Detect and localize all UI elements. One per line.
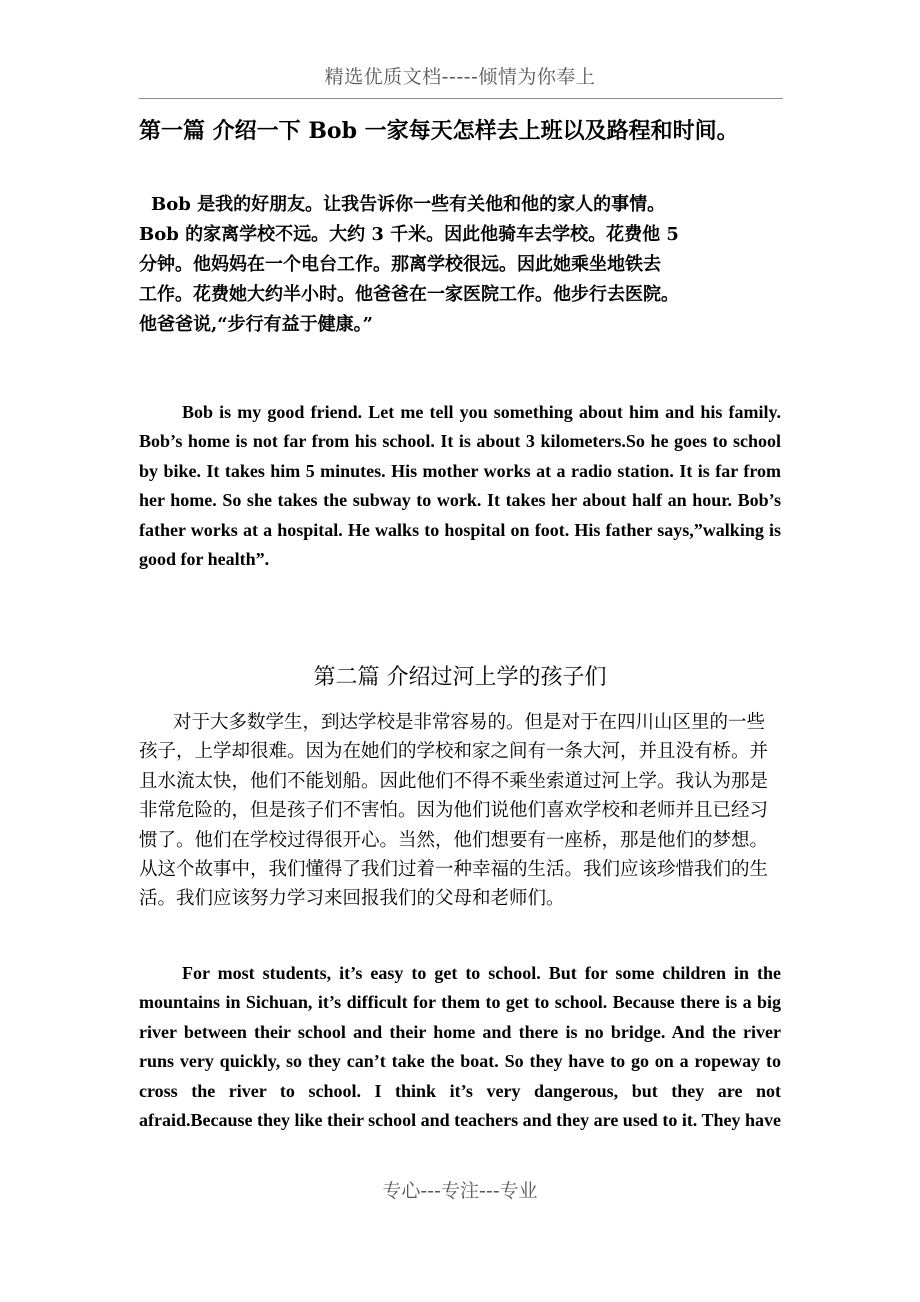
section1-title: 第一篇 介绍一下 Bob 一家每天怎样去上班以及路程和时间。 — [139, 118, 739, 144]
section1-english-paragraph: Bob is my good friend. Let me tell you something about him and his family. Bob’s home is not far from his school. It is about 3 kilometers.So he goes to school by bike. It takes him 5 minutes. His mother works at a radio station. It is far from her home. So she takes the subway to work. It takes her about half an hour. Bob’s father works at a hospital. He walks to hospital on foot. His father says,”walking is good for health”. — [139, 402, 781, 570]
section2-chinese-paragraph: 对于大多数学生，到达学校是非常容易的。但是对于在四川山区里的一些孩子，上学却很难。因为在她们的学校和家之间有一条大河，并且没有桥。并且水流太快，他们不能划船。因此他们不得不乘坐索道过河上学。我认为那是非常危险的，但是孩子们不害怕。因为他们说他们喜欢学校和老师并且已经习惯了。他们在学校过得很开心。当然，他们想要有一座桥，那是他们的梦想。从这个故事中，我们懂得了我们过着一种幸福的生活。我们应该珍惜我们的生活。我们应该努力学习来回报我们的父母和老师们。 — [139, 712, 769, 910]
section1-chinese-line: 工作。花费她大约半小时。他爸爸在一家医院工作。他步行去医院。 — [139, 284, 679, 305]
header-divider — [139, 98, 783, 99]
section2-title: 第二篇 介绍过河上学的孩子们 — [313, 665, 607, 690]
section1-chinese-paragraph — [139, 190, 789, 340]
page-footer: 专心---专注---专业 — [382, 1180, 538, 1202]
section1-chinese-line: Bob 的家离学校不远。大约 3 千米。因此他骑车去学校。花费他 5 — [139, 224, 679, 245]
section1-chinese-line: Bob 是我的好朋友。让我告诉你一些有关他和他的家人的事情。 — [151, 194, 666, 215]
section2-english-paragraph: For most students, it’s easy to get to school. But for some children in the mountains in Sichuan, it’s difficult for them to get to school. Because there is a big river between their school and their home and there is no bridge. And the river runs very quickly, so they can’t take the boat. So they have to go on a ropeway to cross the river to school. I think it’s very dangerous, but they are not afraid.Because they like their school and teachers and they are used to it. They have — [139, 963, 781, 1131]
section1-chinese-line: 他爸爸说,“步行有益于健康。” — [139, 314, 373, 335]
section1-chinese-line: 分钟。他妈妈在一个电台工作。那离学校很远。因此她乘坐地铁去 — [139, 254, 661, 275]
page-header: 精选优质文档-----倾情为你奉上 — [324, 66, 596, 88]
